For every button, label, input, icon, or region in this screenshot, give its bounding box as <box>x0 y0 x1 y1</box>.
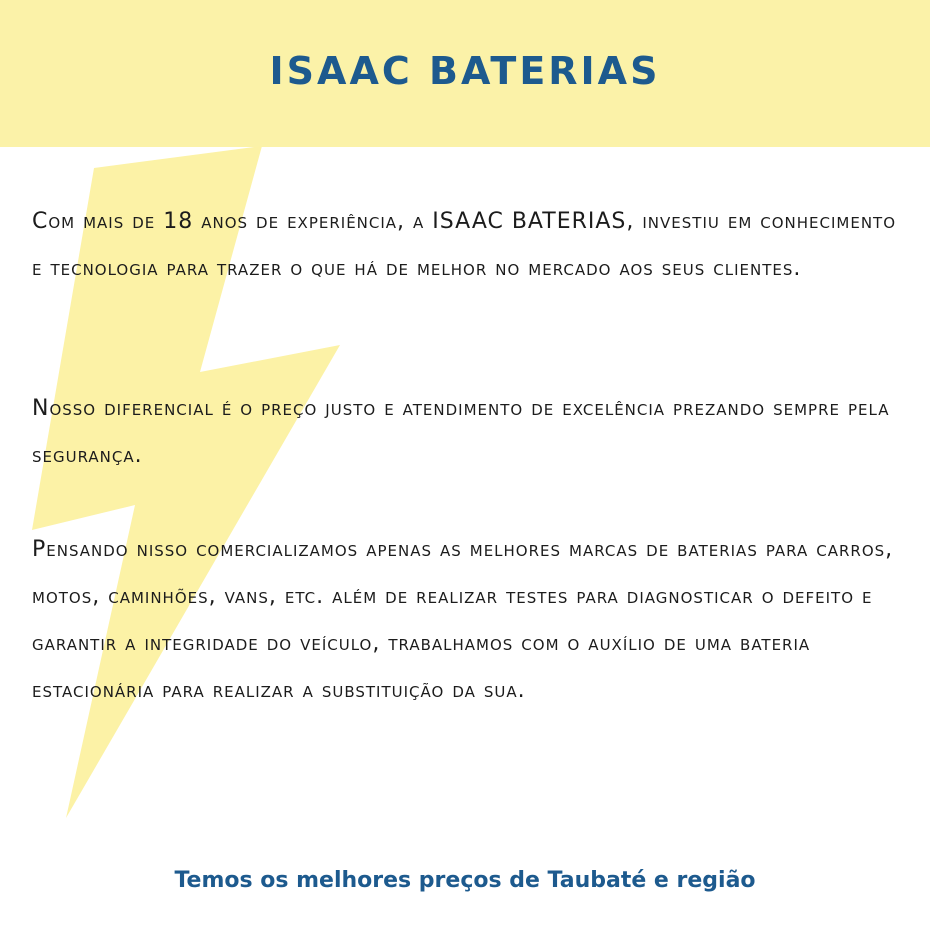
footer-tagline: Temos os melhores preços de Taubaté e região <box>174 868 756 893</box>
page-title: ISAAC BATERIAS <box>269 48 661 93</box>
services-paragraph: Pensando nisso comercializamos apenas as melhores marcas de baterias para carros, motos, caminhões, vans, etc. além de realizar testes para diagnosticar o defeito e garantir a integridade do veículo, trabalhamos com o auxílio de uma bateria estacionária para realizar a substituição da sua. <box>32 537 894 703</box>
intro-paragraph: Com mais de 18 anos de experiência, a ISAAC BATERIAS, investiu em conhecimento e tecnologia para trazer o que há de melhor no mercado aos seus clientes. <box>32 209 897 281</box>
differential-paragraph: Nosso diferencial é o preço justo e atendimento de excelência prezando sempre pela segurança. <box>32 396 890 468</box>
